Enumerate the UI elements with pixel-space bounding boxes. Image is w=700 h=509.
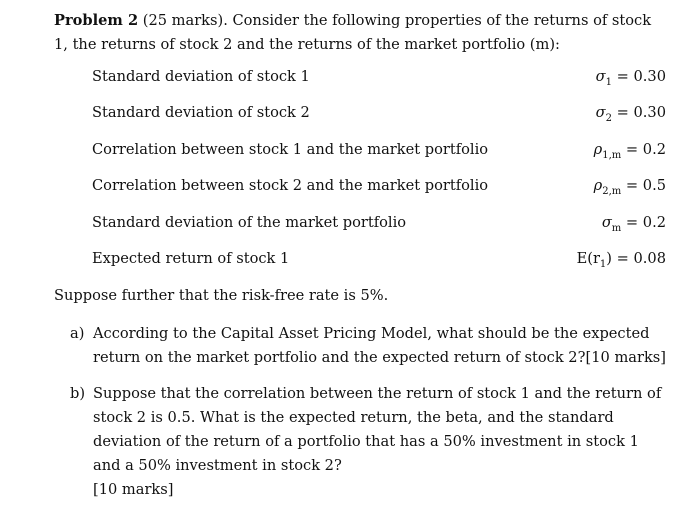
question-b [70,382,666,502]
problem-marks: (25 marks). [142,12,228,29]
property-symbol: σ [595,104,606,122]
properties-list [92,66,666,284]
property-symbol: σ [595,68,606,85]
property-symbol: E(r [576,249,600,267]
property-symbol: σ [601,213,612,231]
property-value [577,250,666,270]
problem-intro-text: Consider the following properties of the returns of stock 1, the returns of stock 2 and the returns of the market portfolio (m): [54,12,652,53]
property-row [92,175,666,211]
property-number: = 0.30 [616,104,666,122]
property-label: Standard deviation of the market portfolio [92,213,407,231]
property-symbol: ρ [593,140,603,158]
property-value [596,68,666,88]
property-subscript: 2 [605,113,612,125]
property-row [92,212,666,248]
property-number: ) = 0.08 [606,249,666,267]
property-value [594,177,666,197]
question-marks: [10 marks] [585,349,666,366]
property-value [596,104,666,124]
property-value [602,214,666,234]
property-symbol: ρ [593,177,603,195]
property-row [92,139,666,175]
question-marks: [10 marks] [93,481,174,498]
property-row [92,66,666,102]
question-text: Suppose that the correlation between the return of stock 1 and the return of stock 2 is 0.5. What is the expected return, the beta, and the standard deviation of the return of a portfolio that has a 50% investment in stock 1 and a 50% investment in stock 2? [93,385,662,474]
property-label: Correlation between stock 2 and the market portfolio [92,177,489,195]
property-row [92,102,666,138]
question-letter: a) [70,325,85,342]
property-number: = 0.30 [616,68,666,85]
property-subscript: 1 [605,76,612,88]
problem-intro [54,9,666,57]
risk-free-statement: Suppose further that the risk-free rate is 5%. [54,287,389,304]
property-subscript: 2,m [602,186,622,198]
question-letter: b) [70,385,86,402]
property-label: Standard deviation of stock 2 [92,104,310,122]
property-number: = 0.2 [625,213,666,231]
property-label: Standard deviation of stock 1 [92,68,310,85]
problem-title: Problem 2 [54,12,139,29]
property-subscript: 1,m [602,149,622,161]
property-value [594,141,666,161]
property-subscript: m [611,222,622,234]
property-row [92,248,666,284]
question-a [70,322,666,370]
property-number: = 0.5 [625,177,666,195]
property-subscript: 1 [599,258,607,270]
property-label: Expected return of stock 1 [92,249,290,267]
property-number: = 0.2 [625,140,666,158]
property-label: Correlation between stock 1 and the market portfolio [92,140,489,158]
question-text: According to the Capital Asset Pricing Model, what should be the expected return on the market portfolio and the expected return of stock 2? [93,325,650,366]
